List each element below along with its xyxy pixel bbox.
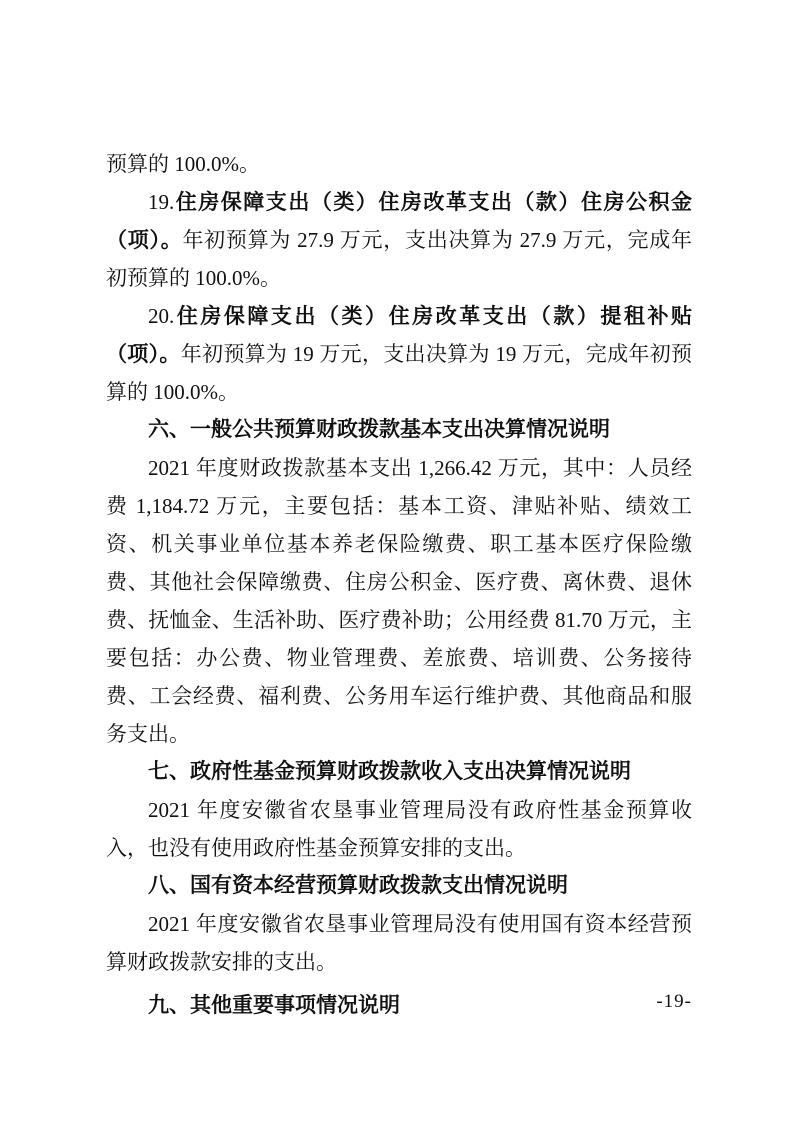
item-19-number: 19. (148, 190, 175, 214)
paragraph-continuation: 预算的 100.0%。 (106, 152, 260, 176)
section-heading-7: 七、政府性基金预算财政拨款收入支出决算情况说明 (148, 760, 631, 783)
section-heading-8: 八、国有资本经营预算财政拨款支出情况说明 (148, 874, 568, 897)
paragraph-section-6-body: 2021 年度财政拨款基本支出 1,266.42 万元，其中：人员经费 1,184.72 万元，主要包括：基本工资、津贴补贴、绩效工资、机关事业单位基本养老保险缴费、职工基本医疗保险缴费、其他社会保障缴费、住房公积金、医疗费、离休费、退休费、抚恤金、生活补助、医疗费补助；公用经费 81.70 万元，主要包括：办公费、物业管理费、差旅费、培训费、公务接待费、工会经费、福利费、公务用车运行维护费、其他商品和服务支出。 (106, 456, 692, 746)
item-20-number: 20. (148, 304, 175, 328)
paragraph-section-8-body: 2021 年度安徽省农垦事业管理局没有使用国有资本经营预算财政拨款安排的支出。 (106, 912, 692, 974)
section-heading-6: 六、一般公共预算财政拨款基本支出决算情况说明 (148, 418, 610, 441)
paragraph-item-19 (106, 183, 692, 297)
page-number: -19- (656, 991, 692, 1012)
section-heading-9: 九、其他重要事项情况说明 (148, 994, 400, 1017)
item-19-title: 住房保障支出（类）住房改革支出（款）住房公积金（项）。 (106, 190, 692, 252)
item-19-body: 年初预算为 27.9 万元，支出决算为 27.9 万元，完成年初预算的 100.0%。 (106, 228, 693, 290)
paragraph-item-20 (106, 297, 692, 411)
item-20-body: 年初预算为 19 万元，支出决算为 19 万元，完成年初预算的 100.0%。 (106, 342, 693, 404)
paragraph-section-7-body: 2021 年度安徽省农垦事业管理局没有政府性基金预算收入，也没有使用政府性基金预算安排的支出。 (106, 798, 692, 860)
item-20-title: 住房保障支出（类）住房改革支出（款）提租补贴（项）。 (106, 304, 692, 366)
document-body (106, 145, 692, 1025)
